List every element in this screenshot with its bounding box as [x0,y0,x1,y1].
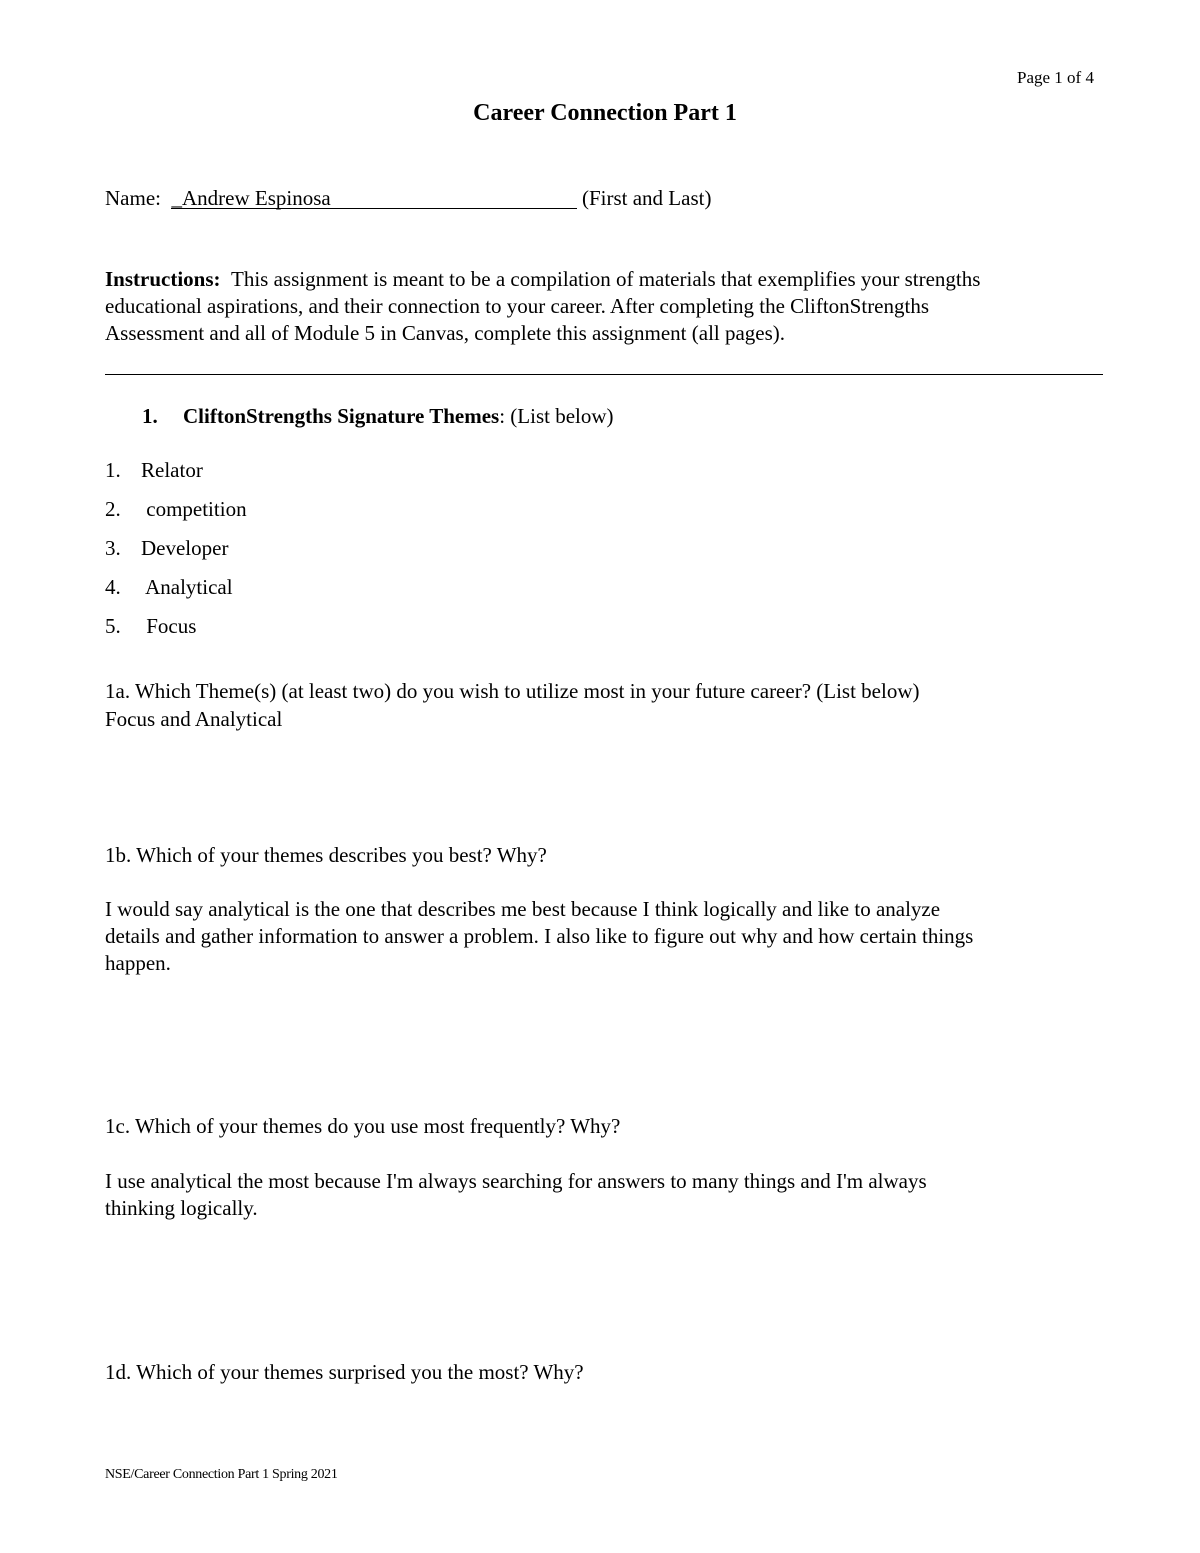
answer-line: details and gather information to answer a problem. I also like to figure out why and how certain things [105,924,974,948]
theme-number: 2. [105,497,121,521]
answer-line: happen. [105,951,171,975]
instructions-label: Instructions: [105,267,221,291]
theme-text: Relator [141,458,203,482]
answer-1c [105,1168,1105,1222]
theme-list-item [105,613,196,640]
theme-text: competition [141,497,247,521]
document-title: Career Connection Part 1 [473,100,737,126]
name-hint: (First and Last) [581,186,712,210]
theme-number: 4. [105,575,121,599]
answer-1a [105,706,1105,733]
instructions-line-3: Assessment and all of Module 5 in Canvas, complete this assignment (all pages). [105,321,786,345]
question-1a: 1a. Which Theme(s) (at least two) do you wish to utilize most in your future career? (List below) [105,679,920,703]
theme-list-item [105,535,228,562]
answer-line: Focus and Analytical [105,707,283,731]
theme-list-item [105,574,233,601]
theme-list-item [105,496,247,523]
instructions-text-1: This assignment is meant to be a compilation of materials that exemplifies your strengths [231,267,981,291]
answer-1b [105,896,1105,977]
name-prefix: _ [171,186,182,210]
name-label: Name: [105,186,161,210]
page-number: Page 1 of 4 [1017,68,1094,87]
answer-line: I would say analytical is the one that describes me best because I think logically and like to analyze [105,897,941,921]
question-1d: 1d. Which of your themes surprised you the most? Why? [105,1360,584,1384]
answer-line: I use analytical the most because I'm always searching for answers to many things and I'm always [105,1169,927,1193]
theme-number: 1. [105,458,121,482]
horizontal-divider [105,374,1103,375]
theme-number: 5. [105,614,121,638]
theme-list-item [105,457,203,484]
theme-text: Focus [141,614,197,638]
section-suffix: : (List below) [499,404,614,428]
section-title: CliftonStrengths Signature Themes [183,404,500,428]
question-1c: 1c. Which of your themes do you use most frequently? Why? [105,1114,621,1138]
instructions-line-2: educational aspirations, and their connection to your career. After completing the CliftonStrengths [105,294,930,318]
section-number: 1. [142,404,158,428]
theme-number: 3. [105,536,121,560]
page-footer: NSE/Career Connection Part 1 Spring 2021 [105,1467,338,1482]
answer-line: thinking logically. [105,1196,258,1220]
section-heading [142,403,614,430]
name-field [105,185,711,212]
instructions-line-1 [105,266,1105,293]
theme-text: Analytical [141,575,233,599]
question-1b: 1b. Which of your themes describes you best? Why? [105,843,547,867]
instructions-paragraph [105,266,1105,347]
name-value: Andrew Espinosa [181,186,331,210]
theme-text: Developer [141,536,229,560]
name-value-blank [171,188,576,209]
